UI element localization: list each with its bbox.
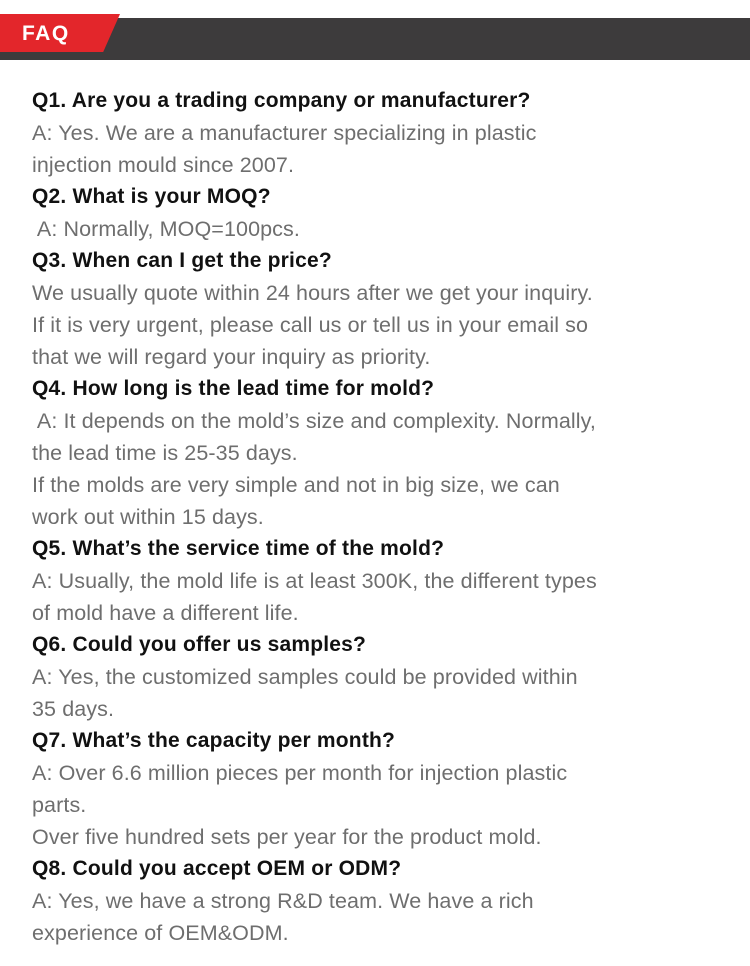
faq-answer-line: A: Over 6.6 million pieces per month for injection plastic — [32, 761, 568, 785]
faq-answer-line: experience of OEM&ODM. — [32, 921, 289, 945]
faq-answer-line: parts. — [32, 793, 87, 817]
faq-item — [32, 533, 732, 629]
faq-item — [32, 629, 732, 725]
faq-answer-line: If it is very urgent, please call us or tell us in your email so — [32, 313, 589, 337]
faq-question: Q3. When can I get the price? — [32, 249, 332, 272]
faq-item — [32, 853, 732, 949]
faq-answer-line: If the molds are very simple and not in big size, we can — [32, 473, 560, 497]
faq-answer-line: the lead time is 25-35 days. — [32, 441, 298, 465]
faq-item — [32, 85, 732, 181]
faq-answer-line: work out within 15 days. — [32, 505, 264, 529]
faq-list — [32, 85, 732, 949]
faq-question: Q7. What’s the capacity per month? — [32, 729, 396, 752]
faq-item — [32, 373, 732, 533]
faq-question: Q1. Are you a trading company or manufacturer? — [32, 89, 531, 112]
faq-answer-line: A: Yes. We are a manufacturer specializing in plastic — [32, 121, 537, 145]
faq-answer-line: injection mould since 2007. — [32, 153, 295, 177]
faq-question: Q5. What’s the service time of the mold? — [32, 537, 445, 560]
faq-question: Q2. What is your MOQ? — [32, 185, 271, 208]
faq-answer-line: A: Yes, we have a strong R&D team. We have a rich — [32, 889, 534, 913]
faq-answer-line: A: Normally, MOQ=100pcs. — [32, 217, 300, 241]
faq-title: FAQ — [22, 22, 70, 45]
faq-answer-line: A: Usually, the mold life is at least 300K, the different types — [32, 569, 597, 593]
faq-answer-line: that we will regard your inquiry as priority. — [32, 345, 431, 369]
faq-answer-line: Over five hundred sets per year for the product mold. — [32, 825, 542, 849]
faq-answer-line: 35 days. — [32, 697, 115, 721]
faq-item — [32, 245, 732, 373]
faq-answer-line: A: It depends on the mold’s size and complexity. Normally, — [32, 409, 596, 433]
faq-answer-line: We usually quote within 24 hours after we get your inquiry. — [32, 281, 593, 305]
faq-question: Q8. Could you accept OEM or ODM? — [32, 857, 402, 880]
faq-answer-line: of mold have a different life. — [32, 601, 299, 625]
faq-item — [32, 181, 732, 245]
faq-item — [32, 725, 732, 853]
faq-question: Q6. Could you offer us samples? — [32, 633, 367, 656]
faq-answer-line: A: Yes, the customized samples could be provided within — [32, 665, 578, 689]
faq-question: Q4. How long is the lead time for mold? — [32, 377, 435, 400]
faq-header — [0, 14, 750, 60]
